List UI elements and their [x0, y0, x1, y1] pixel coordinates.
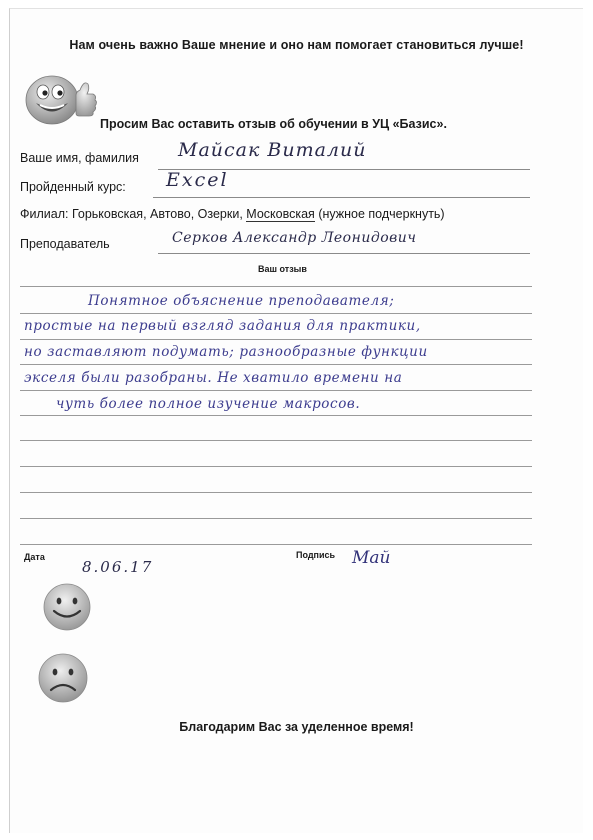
teacher-line: [158, 253, 530, 254]
name-value: Майсак Виталий: [178, 139, 367, 161]
teacher-value: Серков Александр Леонидович: [172, 230, 417, 246]
teacher-label: Преподаватель: [20, 237, 110, 251]
review-rule: [20, 390, 532, 391]
form-title: Нам очень важно Ваше мнение и оно нам помогает становиться лучше!: [69, 38, 524, 52]
review-rule: [20, 440, 532, 441]
branch-options: Филиал: Горьковская, Автово, Озерки,: [20, 207, 243, 221]
signature: Май: [352, 548, 391, 568]
course-value: Excel: [166, 169, 229, 191]
review-rule: [20, 339, 532, 340]
date-value: 8.06.17: [82, 558, 154, 576]
date-label: Дата: [24, 552, 45, 562]
review-line: Понятное объяснение преподавателя;: [88, 293, 395, 309]
form-subtitle: Просим Вас оставить отзыв об обучении в УЦ «Базис».: [100, 117, 447, 131]
sad-face-icon: [36, 652, 90, 704]
review-line: но заставляют подумать; разнообразные функции: [24, 344, 428, 360]
review-line: простые на первый взгляд задания для практики,: [24, 318, 421, 334]
branch-hint: (нужное подчеркнуть): [318, 207, 445, 221]
thanks-message: Благодарим Вас за уделенное время!: [179, 720, 414, 734]
review-rule: [20, 313, 532, 314]
happy-face-icon: [41, 582, 93, 632]
course-line: [153, 197, 530, 198]
branch-line: [20, 207, 445, 221]
name-label: Ваше имя, фамилия: [20, 151, 139, 165]
signature-label: Подпись: [296, 550, 336, 560]
review-line: экселя были разобраны. Не хватило времени на: [24, 370, 403, 386]
review-rule: [20, 544, 532, 545]
review-label: Ваш отзыв: [258, 264, 307, 274]
review-rule: [20, 518, 532, 519]
branch-selected: Московская: [246, 207, 315, 221]
course-label: Пройденный курс:: [20, 180, 126, 194]
feedback-form: [9, 8, 583, 833]
review-line: чуть более полное изучение макросов.: [56, 396, 361, 412]
thumbs-up-smiley-icon: [22, 68, 102, 130]
review-rule: [20, 492, 532, 493]
review-rule: [20, 286, 532, 287]
review-rule: [20, 415, 532, 416]
review-rule: [20, 466, 532, 467]
review-rule: [20, 364, 532, 365]
